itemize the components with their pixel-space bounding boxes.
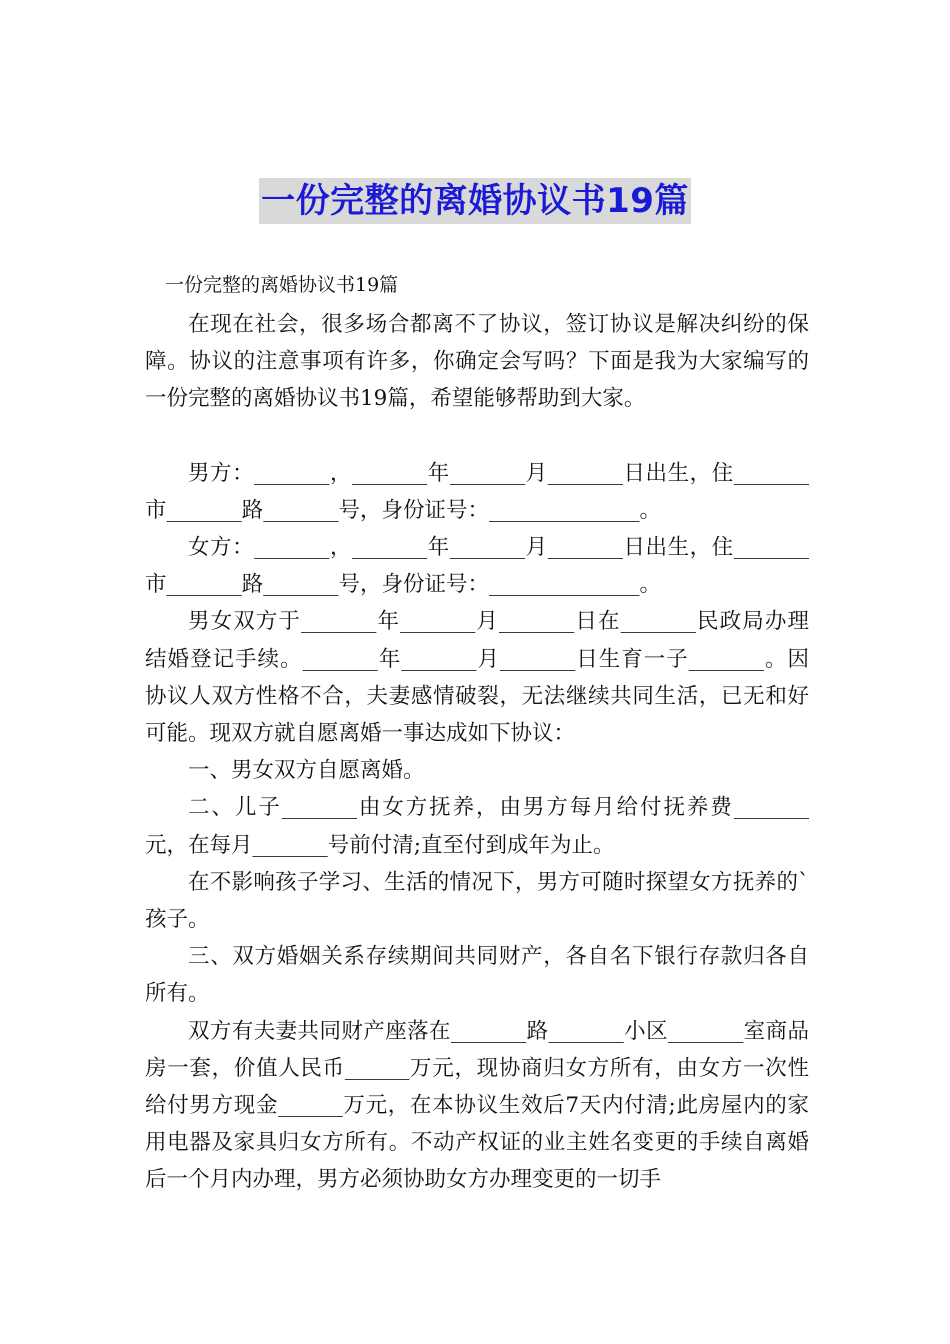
document-subtitle: 一份完整的离婚协议书19篇 [165,274,399,296]
intro-paragraph: 在现在社会，很多场合都离不了协议，签订协议是解决纠纷的保障。协议的注意事项有许多，你确定会写吗？下面是我为大家编写的一份完整的离婚协议书19篇，希望能够帮助到大家。 [145,312,809,412]
document-body [145,306,809,1199]
clause-1-paragraph: 一、男女双方自愿离婚。 [188,758,425,784]
marriage-registration-paragraph: 男女双方于_______年_______月_______日在_______民政局办理结婚登记手续。_______年_______月_______日生育一子_______。因协议人双方性格不合，夫妻感情破裂，无法继续共同生活，已无和好可能。现双方就自愿离婚一事达成如下协议： [145,609,809,747]
visitation-paragraph: 在不影响孩子学习、生活的情况下，男方可随时探望女方抚养的`孩子。 [145,869,809,933]
clause-3-paragraph: 三、双方婚姻关系存续期间共同财产，各自名下银行存款归各自所有。 [145,944,809,1007]
wife-info-paragraph: 女方：_______，_______年_______月_______日出生，住_______市_______路_______号，身份证号：______________。 [145,535,809,598]
clause-2-paragraph: 二、儿子_______由女方抚养，由男方每月给付抚养费_______元，在每月_______号前付清;直至付到成年为止。 [145,795,809,858]
title-container [0,178,950,224]
property-paragraph: 双方有夫妻共同财产座落在_______路_______小区_______室商品房一套，价值人民币______万元，现协商归女方所有，由女方一次性给付男方现金______万元，在本协议生效后7天内付清;此房屋内的家用电器及家具归女方所有。不动产权证的业主姓名变更的手续自离婚后一个月内办理，男方必须协助女方办理变更的一切手 [145,1018,809,1193]
husband-info-paragraph: 男方：_______，_______年_______月_______日出生，住_______市_______路_______号，身份证号：______________。 [145,460,809,523]
document-title: 一份完整的离婚协议书19篇 [259,178,691,224]
